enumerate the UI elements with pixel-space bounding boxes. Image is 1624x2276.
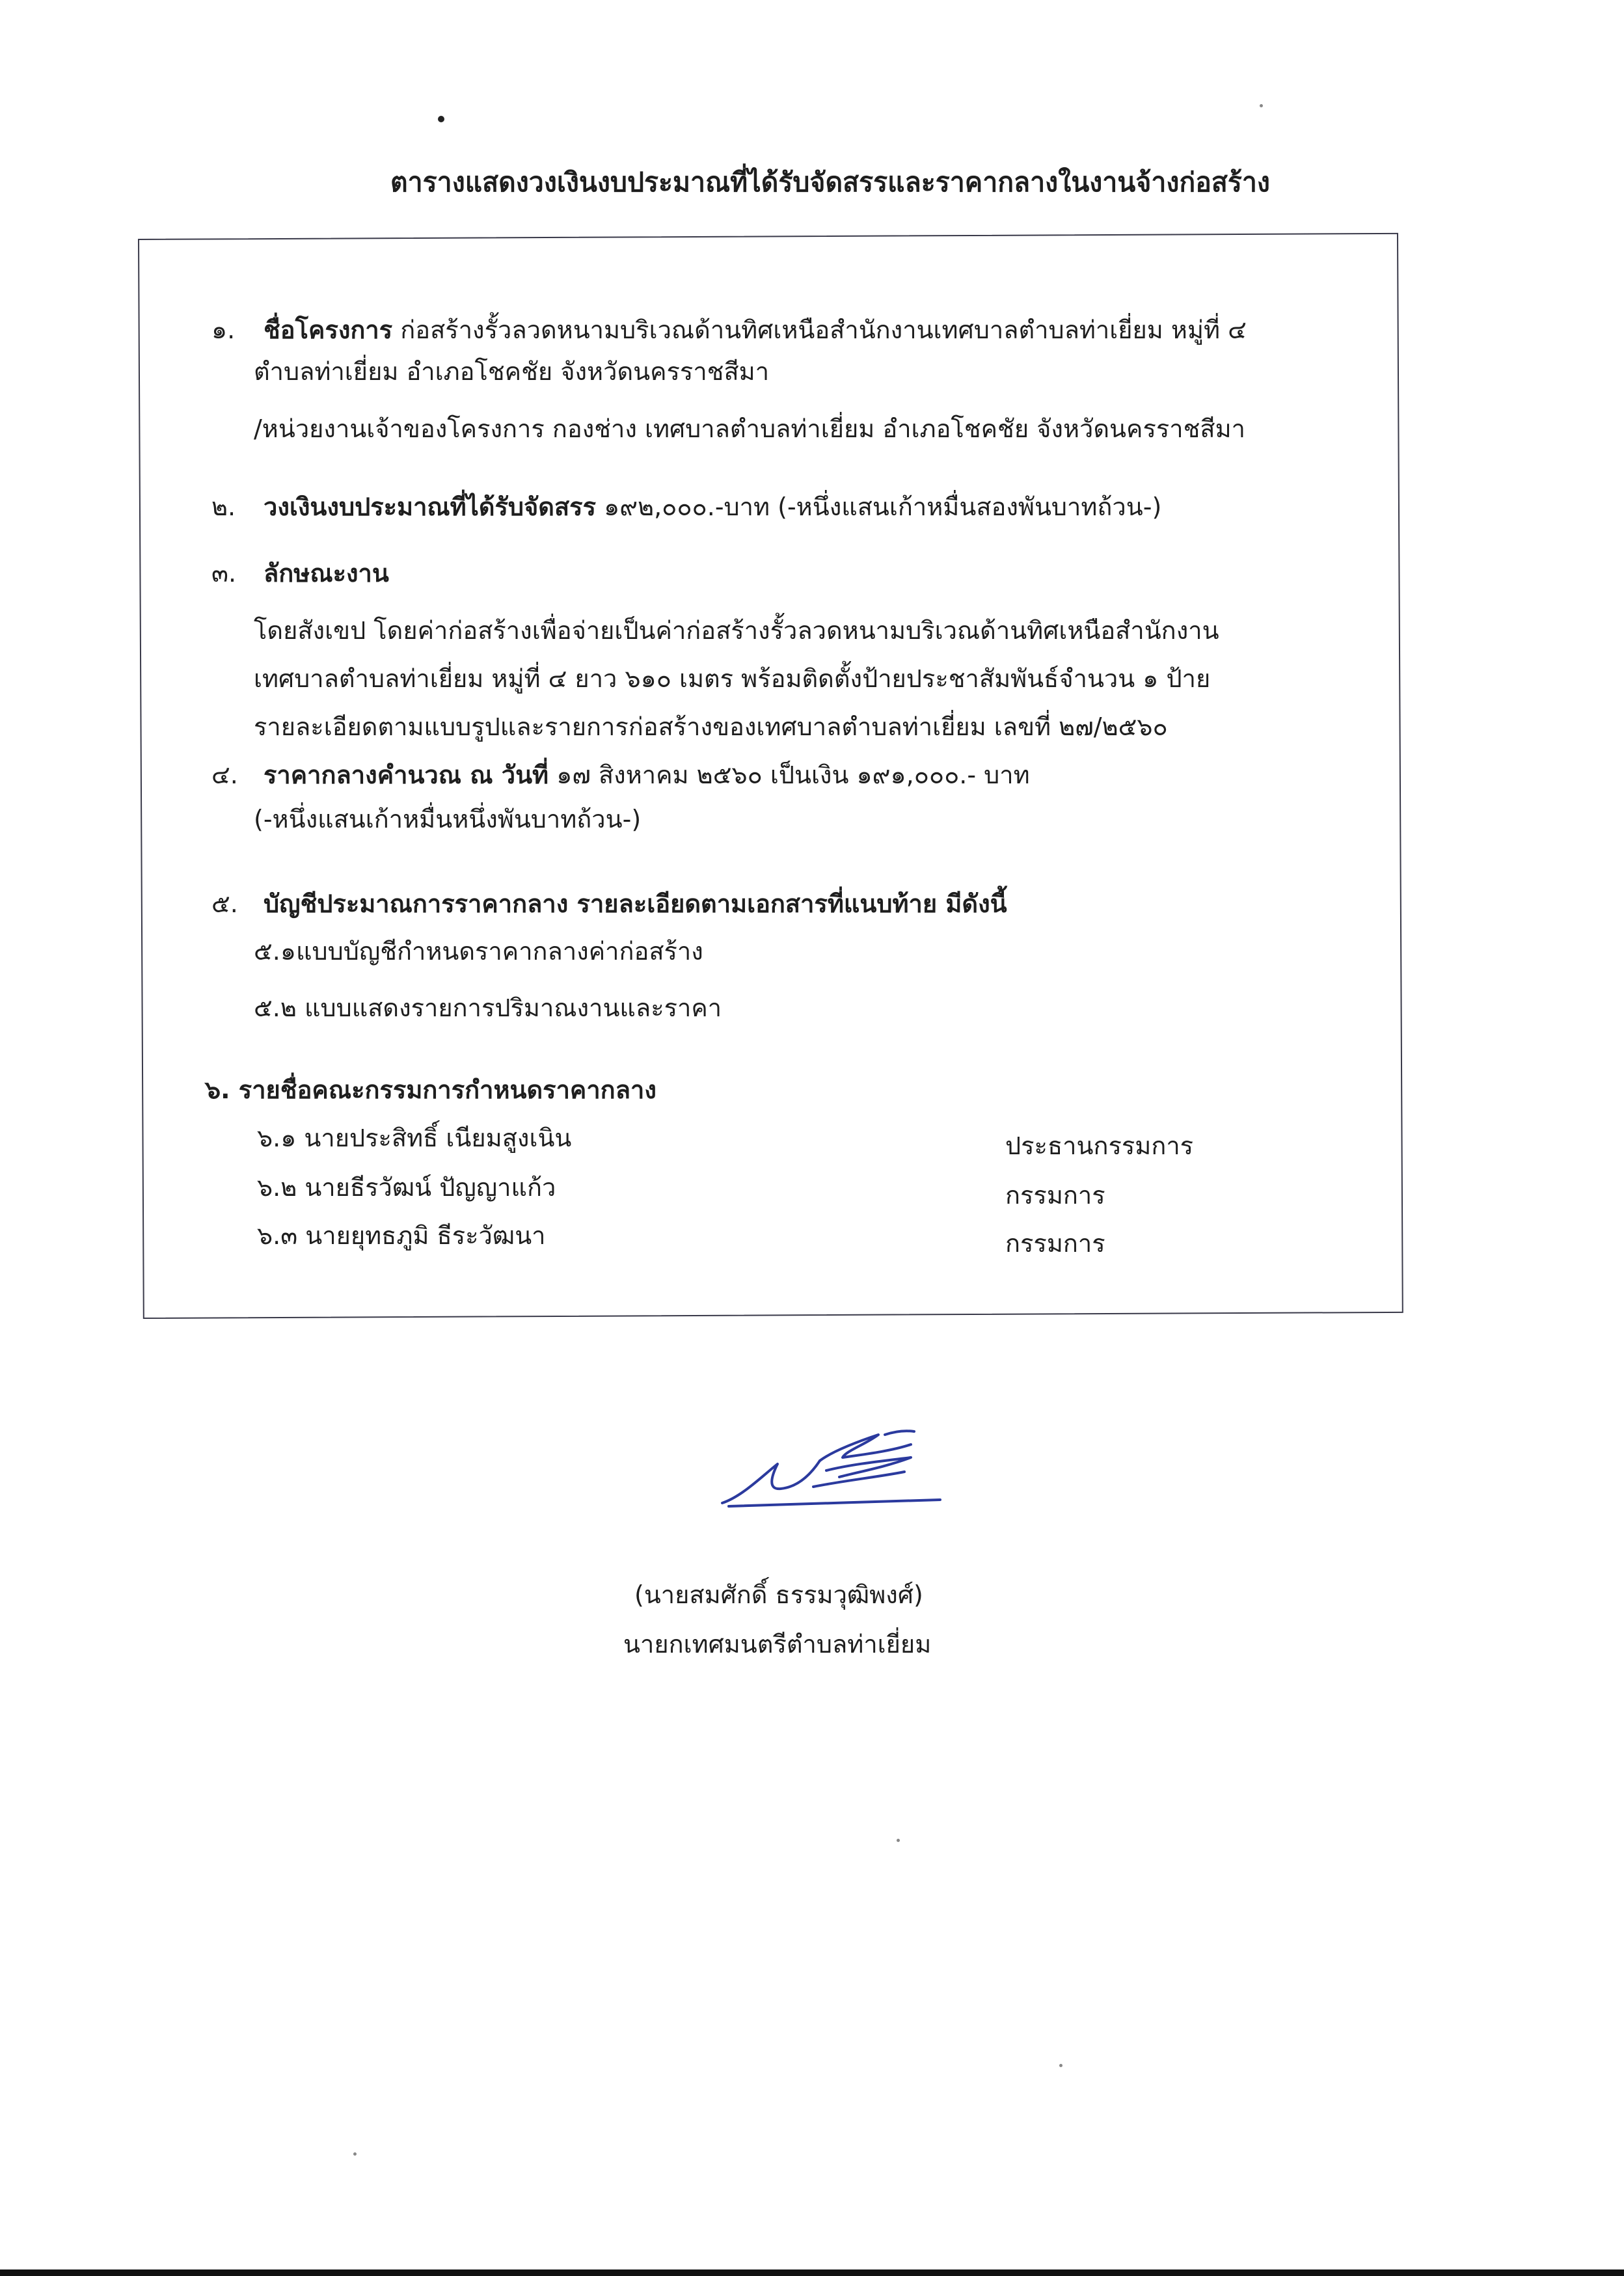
section-1-line-2: ตำบลท่าเยี่ยม อำเภอโชคชัย จังหวัดนครราชสีมา xyxy=(254,357,770,386)
project-name: ก่อสร้างรั้วลวดหนามบริเวณด้านทิศเหนือสำนักงานเทศบาลตำบลท่าเยี่ยม หมู่ที่ ๔ xyxy=(400,316,1247,344)
committee-member-name: ๖.๑ นายประสิทธิ์ เนียมสูงเนิน xyxy=(257,1124,572,1152)
section-3-heading xyxy=(211,561,389,586)
scan-speck xyxy=(1059,2064,1062,2067)
section-1-line-3: /หน่วยงานเจ้าของโครงการ กองช่าง เทศบาลตำบลท่าเยี่ยม อำเภอโชคชัย จังหวัดนครราชสีมา xyxy=(254,414,1245,443)
signatory-position: นายกเทศมนตรีตำบลท่าเยี่ยม xyxy=(623,1630,932,1659)
signature xyxy=(716,1425,950,1516)
scan-speck xyxy=(897,1839,900,1842)
section-number: ๔. xyxy=(211,761,238,789)
section-label: ชื่อโครงการ xyxy=(264,316,393,344)
section-3-line-2: เทศบาลตำบลท่าเยี่ยม หมู่ที่ ๔ ยาว ๖๑๐ เมตร พร้อมติดตั้งป้ายประชาสัมพันธ์จำนวน ๑ ป้าย xyxy=(254,664,1211,693)
page-title: ตารางแสดงวงเงินงบประมาณที่ได้รับจัดสรรและราคากลางในงานจ้างก่อสร้าง xyxy=(390,167,1270,198)
section-label: ราคากลางคำนวณ ณ วันที่ xyxy=(264,761,549,789)
committee-member-name: ๖.๒ นายธีรวัฒน์ ปัญญาแก้ว xyxy=(257,1173,556,1202)
committee-member-name: ๖.๓ นายยุทธภูมิ ธีระวัฒนา xyxy=(257,1221,546,1250)
section-3-line-1: โดยสังเขป โดยค่าก่อสร้างเพื่อจ่ายเป็นค่าก่อสร้างรั้วลวดหนามบริเวณด้านทิศเหนือสำนักงาน xyxy=(254,616,1219,645)
committee-member-role: กรรมการ xyxy=(1005,1181,1105,1210)
signatory-name: (นายสมศักดิ์ ธรรมวุฒิพงศ์) xyxy=(634,1580,923,1609)
scan-speck xyxy=(1260,104,1263,107)
section-6-heading: ๖. รายชื่อคณะกรรมการกำหนดราคากลาง xyxy=(205,1076,656,1104)
budget-amount: ๑๙๒,๐๐๐.-บาท (-หนึ่งแสนเก้าหมื่นสองพันบาทถ้วน-) xyxy=(604,493,1162,521)
section-5-item-2: ๕.๒ แบบแสดงรายการปริมาณงานและราคา xyxy=(254,994,722,1022)
scan-border xyxy=(0,2269,1624,2276)
scan-speck xyxy=(353,2152,357,2156)
section-number: ๒. xyxy=(211,493,236,521)
section-4-line-2: (-หนึ่งแสนเก้าหมื่นหนึ่งพันบาทถ้วน-) xyxy=(254,805,642,833)
section-4 xyxy=(211,763,1030,787)
section-label: ลักษณะงาน xyxy=(264,559,389,588)
section-number: ๑. xyxy=(211,316,236,344)
section-3-line-3: รายละเอียดตามแบบรูปและรายการก่อสร้างของเทศบาลตำบลท่าเยี่ยม เลขที่ ๒๗/๒๕๖๐ xyxy=(254,712,1168,741)
section-2 xyxy=(211,494,1161,519)
section-number: ๓. xyxy=(211,559,237,588)
section-1-line-1 xyxy=(211,318,1247,342)
committee-member-role: กรรมการ xyxy=(1005,1229,1105,1258)
section-number: ๕. xyxy=(211,889,238,918)
committee-member-role: ประธานกรรมการ xyxy=(1005,1131,1194,1160)
section-label: บัญชีประมาณการราคากลาง รายละเอียดตามเอกสารที่แนบท้าย มีดังนี้ xyxy=(264,889,1007,918)
section-5-item-1: ๕.๑แบบบัญชีกำหนดราคากลางค่าก่อสร้าง xyxy=(254,937,703,966)
scan-speck xyxy=(438,116,444,122)
section-label: วงเงินงบประมาณที่ได้รับจัดสรร xyxy=(264,493,596,521)
section-5 xyxy=(211,891,1007,916)
median-price: ๑๗ สิงหาคม ๒๕๖๐ เป็นเงิน ๑๙๑,๐๐๐.- บาท xyxy=(556,761,1030,789)
